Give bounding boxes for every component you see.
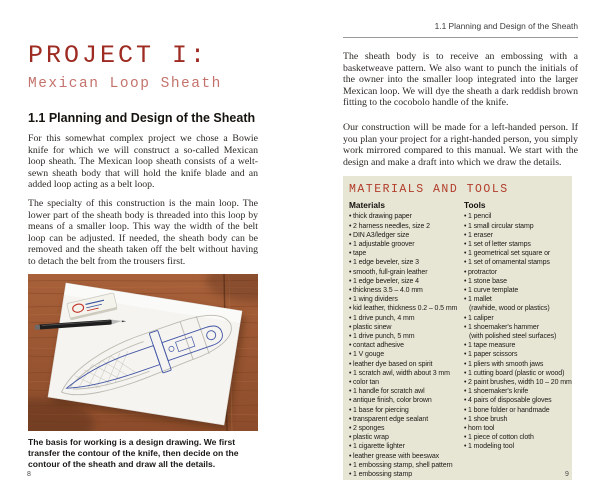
list-item: (with polished steel surfaces)	[469, 332, 557, 340]
section-heading: 1.1 Planning and Design of the Sheath	[28, 111, 256, 125]
materials-list	[349, 212, 464, 479]
body-paragraph: Our construction will be made for a left-handed person. If you plan your project for a right-handed person, you simply work mirrored compared to this manual. We start with the design and make a draft into which we draw the details.	[343, 121, 578, 168]
list-item: • 1 tape measure	[464, 342, 516, 350]
right-body-text	[343, 51, 578, 168]
materials-column	[349, 200, 464, 479]
list-item: • 1 bone folder or handmade	[464, 406, 550, 414]
list-item: • 1 shoe brush	[464, 415, 508, 423]
bullet-icon: •	[464, 406, 467, 414]
list-item: • 1 drive punch, 5 mm	[349, 332, 415, 340]
bullet-icon: •	[349, 259, 352, 267]
list-item: • 1 edge beveler, size 3	[349, 259, 419, 267]
bullet-icon: •	[349, 425, 352, 433]
list-item: • smooth, full-grain leather	[349, 268, 428, 276]
materials-tools-box	[343, 176, 572, 480]
list-item: • 1 shoemaker's hammer	[464, 323, 539, 331]
list-item: • 1 drive punch, 4 mm	[349, 314, 415, 322]
list-item: • 1 edge beveler, size 4	[349, 277, 419, 285]
left-page	[28, 0, 258, 470]
body-paragraph: The specialty of this construction is the main loop. The lower part of the sheath body is threaded into this loop by means of a smaller loop. This way the width of the belt loop can be adjusted. If needed, the sheath body can be removed and the sheath taken off the belt without having to detach the belt from the trousers first.	[28, 197, 258, 267]
bullet-icon: •	[349, 342, 352, 350]
bullet-icon: •	[349, 434, 352, 442]
bullet-icon: •	[349, 397, 352, 405]
list-item: • color tan	[349, 379, 379, 386]
bullet-icon: •	[464, 277, 467, 285]
bullet-icon: •	[464, 314, 467, 322]
bullet-icon: •	[464, 360, 467, 368]
tools-header: Tools	[464, 200, 486, 211]
bullet-icon: •	[464, 286, 467, 294]
materials-header: Materials	[349, 200, 385, 211]
list-item: • 1 eraser	[464, 231, 493, 239]
bullet-icon: •	[349, 332, 352, 340]
box-columns	[349, 200, 572, 479]
bullet-icon: •	[464, 222, 467, 230]
project-title: PROJECT I:	[28, 41, 209, 70]
list-item: • 1 embossing stamp	[349, 471, 412, 479]
list-item: • antique finish, color brown	[349, 397, 432, 405]
list-item: • horn tool	[464, 425, 495, 433]
bullet-icon: •	[349, 360, 352, 368]
list-item: • thickness 3.5 – 4.0 mm	[349, 286, 423, 294]
bullet-icon: •	[349, 222, 352, 230]
list-item: • 1 shoemaker's knife	[464, 388, 529, 396]
bullet-icon: •	[349, 277, 352, 285]
list-item: • 1 cutting board (plastic or wood)	[464, 369, 565, 377]
project-subtitle: Mexican Loop Sheath	[28, 76, 222, 92]
list-item: • transparent edge sealant	[349, 415, 429, 423]
list-item: • 1 modeling tool	[464, 443, 514, 451]
body-paragraph: The sheath body is to receive an embossing with a basketweave pattern. We also want to punch the initials of the owner into the smaller loop integrated into the larger Mexican loop. We will dye the sheath a dark reddish brown fitting to the cocobolo handle of the knife.	[343, 51, 578, 109]
bullet-icon: •	[464, 425, 467, 433]
photo-caption: The basis for working is a design drawing. We first transfer the contour of the knife, then decide on the contour of the sheath and draw all the details.	[28, 436, 239, 469]
list-item: • 1 embossing stamp, shell pattern	[349, 461, 453, 469]
bullet-icon: •	[349, 443, 352, 451]
bullet-icon: •	[464, 323, 467, 331]
bullet-icon: •	[349, 415, 352, 423]
tools-list	[464, 212, 570, 451]
list-item: • 1 stone base	[464, 277, 507, 285]
list-item: • contact adhesive	[349, 342, 404, 350]
list-item: • 1 wing dividers	[349, 296, 398, 304]
bullet-icon: •	[464, 388, 467, 396]
bullet-icon: •	[464, 379, 467, 386]
bullet-icon: •	[349, 379, 352, 386]
body-paragraph: For this somewhat complex project we chose a Bowie knife for which we will construct a so-called Mexican loop sheath. The Mexican loop sheath consists of a welt-sewn sheath body that will hold the knife blade and an added loop acting as a belt loop.	[28, 133, 258, 191]
box-heading: MATERIALS AND TOOLS	[349, 183, 509, 197]
bullet-icon: •	[349, 314, 352, 322]
list-item: • kid leather, thickness 0.2 – 0.5 mm	[349, 305, 458, 313]
bullet-icon: •	[464, 268, 467, 276]
bullet-icon: •	[349, 388, 352, 396]
list-item: • thick drawing paper	[349, 213, 412, 221]
list-item: • tape	[349, 250, 367, 258]
bullet-icon: •	[464, 369, 467, 377]
list-item: • 1 pencil	[464, 213, 492, 221]
list-item: • 1 set of letter stamps	[464, 240, 531, 248]
list-item: • 1 paper scissors	[464, 351, 518, 359]
list-item: • 1 piece of cotton cloth	[464, 434, 534, 442]
bullet-icon: •	[349, 240, 352, 248]
page-number-right: 9	[565, 471, 569, 478]
bullet-icon: •	[464, 259, 467, 267]
photo-illustration	[28, 274, 258, 431]
bullet-icon: •	[464, 342, 467, 350]
page-number-left: 8	[27, 471, 31, 478]
running-header: 1.1 Planning and Design of the Sheath	[343, 0, 578, 38]
bullet-icon: •	[349, 461, 352, 469]
right-page	[343, 0, 578, 480]
bullet-icon: •	[349, 351, 352, 359]
list-item: • 1 small circular stamp	[464, 222, 534, 230]
list-item: • 2 paint brushes, width 10 – 20 mm	[464, 379, 572, 386]
list-item: • DIN A3/ledger size	[349, 231, 410, 239]
bullet-icon: •	[464, 351, 467, 359]
left-body-text	[28, 133, 258, 268]
bullet-icon: •	[464, 397, 467, 405]
list-item: • 1 cigarette lighter	[349, 443, 405, 451]
bullet-icon: •	[464, 231, 467, 239]
design-drawing-photo	[28, 274, 258, 431]
list-item: • 1 mallet	[464, 296, 492, 304]
bullet-icon: •	[464, 296, 467, 304]
bullet-icon: •	[464, 240, 467, 248]
bullet-icon: •	[464, 250, 467, 258]
bullet-icon: •	[349, 305, 352, 313]
list-item: • 1 pliers with smooth jaws	[464, 360, 544, 368]
list-item: • 2 harness needles, size 2	[349, 222, 430, 230]
list-item: • plastic wrap	[349, 434, 389, 442]
bullet-icon: •	[349, 286, 352, 294]
bullet-icon: •	[464, 443, 467, 451]
bullet-icon: •	[349, 323, 352, 331]
list-item: (rawhide, wood or plastics)	[469, 305, 550, 313]
list-item: • 2 sponges	[349, 425, 385, 433]
bullet-icon: •	[349, 452, 352, 460]
list-item: • 1 caliper	[464, 314, 494, 322]
bullet-icon: •	[349, 369, 352, 377]
bullet-icon: •	[464, 415, 467, 423]
list-item: • 1 curve template	[464, 286, 519, 294]
bullet-icon: •	[464, 434, 467, 442]
list-item: • plastic sinew	[349, 323, 392, 331]
bullet-icon: •	[349, 406, 352, 414]
bullet-icon: •	[349, 296, 352, 304]
list-item: • 1 geometrical set square or	[464, 250, 551, 258]
bullet-icon: •	[349, 268, 352, 276]
list-item: • 1 adjustable groover	[349, 240, 415, 248]
bullet-icon: •	[464, 213, 467, 221]
list-item: • 1 V gouge	[349, 351, 385, 359]
tools-column	[464, 200, 570, 479]
list-item: • 1 set of ornamental stamps	[464, 259, 550, 267]
bullet-icon: •	[349, 231, 352, 239]
list-item: • 1 base for piercing	[349, 406, 409, 414]
bullet-icon: •	[349, 250, 352, 258]
list-item: • leather grease with beeswax	[349, 452, 440, 460]
list-item: • 4 pairs of disposable gloves	[464, 397, 552, 405]
bullet-icon: •	[349, 213, 352, 221]
bullet-icon: •	[349, 471, 352, 479]
list-item: • 1 handle for scratch awl	[349, 388, 425, 396]
list-item: • protractor	[464, 268, 497, 276]
list-item: • 1 scratch awl, width about 3 mm	[349, 369, 450, 377]
list-item: • leather dye based on spirit	[349, 360, 433, 368]
